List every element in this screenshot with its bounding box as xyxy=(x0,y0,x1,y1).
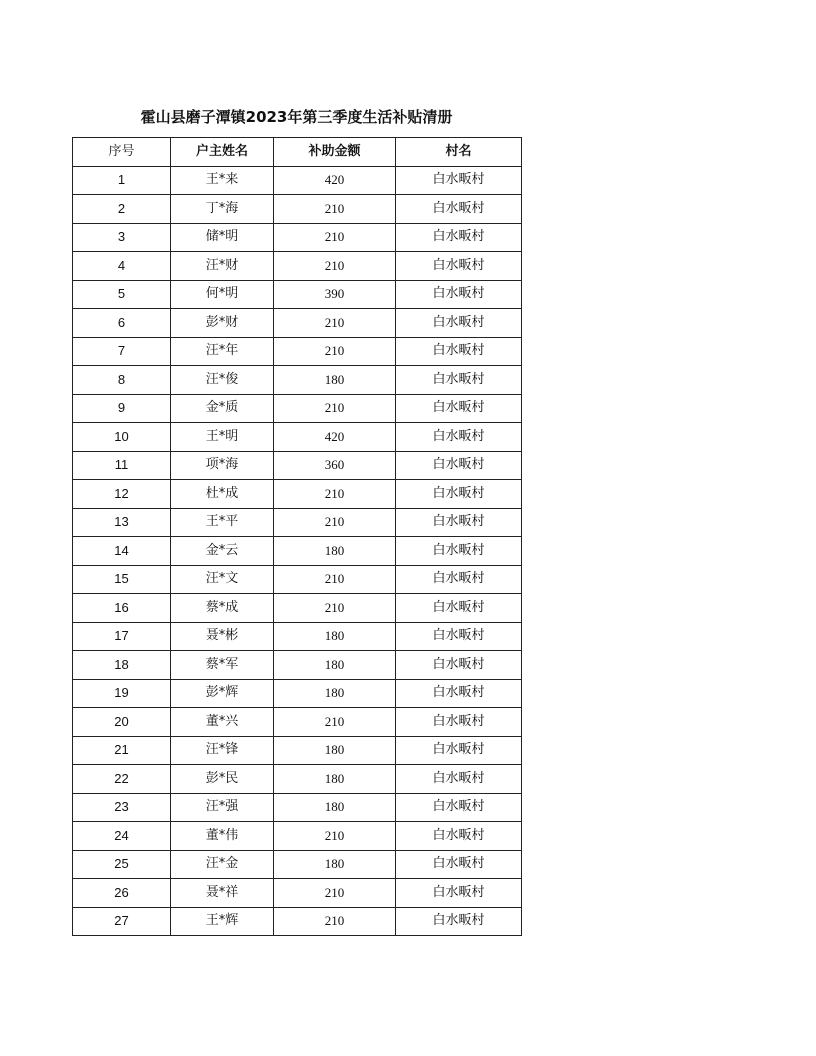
cell-subsidy-amount: 180 xyxy=(274,651,396,680)
table-row xyxy=(73,879,522,908)
cell-householder-name: 彭*民 xyxy=(171,765,274,794)
cell-serial-number: 16 xyxy=(73,594,171,623)
cell-village-name: 白水畈村 xyxy=(396,252,522,281)
cell-subsidy-amount: 210 xyxy=(274,223,396,252)
table-header-row xyxy=(73,138,522,167)
cell-subsidy-amount: 180 xyxy=(274,765,396,794)
table-row xyxy=(73,736,522,765)
cell-serial-number: 26 xyxy=(73,879,171,908)
cell-serial-number: 24 xyxy=(73,822,171,851)
cell-serial-number: 19 xyxy=(73,679,171,708)
table-body xyxy=(73,166,522,936)
cell-serial-number: 15 xyxy=(73,565,171,594)
cell-householder-name: 汪*金 xyxy=(171,850,274,879)
cell-householder-name: 汪*财 xyxy=(171,252,274,281)
cell-village-name: 白水畈村 xyxy=(396,195,522,224)
cell-serial-number: 22 xyxy=(73,765,171,794)
cell-village-name: 白水畈村 xyxy=(396,765,522,794)
cell-householder-name: 彭*财 xyxy=(171,309,274,338)
cell-subsidy-amount: 420 xyxy=(274,423,396,452)
table-row xyxy=(73,394,522,423)
cell-village-name: 白水畈村 xyxy=(396,822,522,851)
cell-householder-name: 储*明 xyxy=(171,223,274,252)
table-row xyxy=(73,679,522,708)
cell-serial-number: 21 xyxy=(73,736,171,765)
cell-householder-name: 汪*强 xyxy=(171,793,274,822)
cell-village-name: 白水畈村 xyxy=(396,879,522,908)
cell-village-name: 白水畈村 xyxy=(396,736,522,765)
cell-subsidy-amount: 210 xyxy=(274,309,396,338)
cell-subsidy-amount: 180 xyxy=(274,850,396,879)
cell-householder-name: 杜*成 xyxy=(171,480,274,509)
table-row xyxy=(73,166,522,195)
cell-village-name: 白水畈村 xyxy=(396,394,522,423)
cell-serial-number: 25 xyxy=(73,850,171,879)
cell-subsidy-amount: 360 xyxy=(274,451,396,480)
cell-village-name: 白水畈村 xyxy=(396,708,522,737)
cell-subsidy-amount: 390 xyxy=(274,280,396,309)
header-householder-name: 户主姓名 xyxy=(171,138,274,167)
cell-village-name: 白水畈村 xyxy=(396,366,522,395)
cell-village-name: 白水畈村 xyxy=(396,508,522,537)
cell-serial-number: 17 xyxy=(73,622,171,651)
cell-subsidy-amount: 210 xyxy=(274,565,396,594)
cell-householder-name: 汪*俊 xyxy=(171,366,274,395)
cell-serial-number: 9 xyxy=(73,394,171,423)
table-row xyxy=(73,423,522,452)
table-row xyxy=(73,366,522,395)
cell-subsidy-amount: 180 xyxy=(274,793,396,822)
cell-subsidy-amount: 210 xyxy=(274,594,396,623)
cell-householder-name: 王*来 xyxy=(171,166,274,195)
cell-householder-name: 汪*锋 xyxy=(171,736,274,765)
cell-householder-name: 何*明 xyxy=(171,280,274,309)
cell-serial-number: 2 xyxy=(73,195,171,224)
table-row xyxy=(73,195,522,224)
cell-householder-name: 蔡*军 xyxy=(171,651,274,680)
cell-village-name: 白水畈村 xyxy=(396,565,522,594)
cell-serial-number: 3 xyxy=(73,223,171,252)
cell-householder-name: 汪*年 xyxy=(171,337,274,366)
cell-subsidy-amount: 210 xyxy=(274,394,396,423)
table-row xyxy=(73,252,522,281)
cell-subsidy-amount: 420 xyxy=(274,166,396,195)
cell-serial-number: 20 xyxy=(73,708,171,737)
table-row xyxy=(73,793,522,822)
cell-village-name: 白水畈村 xyxy=(396,223,522,252)
cell-serial-number: 12 xyxy=(73,480,171,509)
cell-householder-name: 金*云 xyxy=(171,537,274,566)
table-row xyxy=(73,651,522,680)
cell-householder-name: 聂*祥 xyxy=(171,879,274,908)
cell-subsidy-amount: 210 xyxy=(274,337,396,366)
cell-householder-name: 汪*文 xyxy=(171,565,274,594)
cell-householder-name: 蔡*成 xyxy=(171,594,274,623)
cell-village-name: 白水畈村 xyxy=(396,594,522,623)
table-row xyxy=(73,223,522,252)
cell-village-name: 白水畈村 xyxy=(396,337,522,366)
table-row xyxy=(73,508,522,537)
cell-householder-name: 王*辉 xyxy=(171,907,274,936)
cell-village-name: 白水畈村 xyxy=(396,166,522,195)
subsidy-table xyxy=(72,137,522,936)
cell-subsidy-amount: 210 xyxy=(274,480,396,509)
cell-householder-name: 项*海 xyxy=(171,451,274,480)
cell-householder-name: 聂*彬 xyxy=(171,622,274,651)
cell-subsidy-amount: 180 xyxy=(274,366,396,395)
cell-serial-number: 4 xyxy=(73,252,171,281)
table-row xyxy=(73,480,522,509)
cell-subsidy-amount: 180 xyxy=(274,736,396,765)
cell-serial-number: 11 xyxy=(73,451,171,480)
cell-serial-number: 8 xyxy=(73,366,171,395)
table-row xyxy=(73,850,522,879)
cell-village-name: 白水畈村 xyxy=(396,451,522,480)
cell-village-name: 白水畈村 xyxy=(396,679,522,708)
cell-householder-name: 董*伟 xyxy=(171,822,274,851)
cell-subsidy-amount: 180 xyxy=(274,679,396,708)
cell-subsidy-amount: 210 xyxy=(274,252,396,281)
cell-village-name: 白水畈村 xyxy=(396,480,522,509)
header-serial-number: 序号 xyxy=(73,138,171,167)
table-row xyxy=(73,280,522,309)
cell-serial-number: 18 xyxy=(73,651,171,680)
cell-subsidy-amount: 180 xyxy=(274,622,396,651)
table-row xyxy=(73,822,522,851)
cell-subsidy-amount: 210 xyxy=(274,822,396,851)
table-row xyxy=(73,337,522,366)
table-row xyxy=(73,708,522,737)
table-row xyxy=(73,309,522,338)
cell-village-name: 白水畈村 xyxy=(396,622,522,651)
cell-subsidy-amount: 210 xyxy=(274,195,396,224)
cell-serial-number: 27 xyxy=(73,907,171,936)
cell-householder-name: 董*兴 xyxy=(171,708,274,737)
cell-householder-name: 王*明 xyxy=(171,423,274,452)
cell-village-name: 白水畈村 xyxy=(396,907,522,936)
cell-serial-number: 23 xyxy=(73,793,171,822)
cell-householder-name: 彭*辉 xyxy=(171,679,274,708)
table-row xyxy=(73,537,522,566)
cell-subsidy-amount: 210 xyxy=(274,708,396,737)
cell-village-name: 白水畈村 xyxy=(396,537,522,566)
cell-householder-name: 丁*海 xyxy=(171,195,274,224)
document-title: 霍山县磨子潭镇2023年第三季度生活补贴清册 xyxy=(140,108,453,126)
cell-village-name: 白水畈村 xyxy=(396,309,522,338)
cell-village-name: 白水畈村 xyxy=(396,651,522,680)
header-village-name: 村名 xyxy=(396,138,522,167)
cell-village-name: 白水畈村 xyxy=(396,793,522,822)
table-row xyxy=(73,565,522,594)
cell-subsidy-amount: 180 xyxy=(274,537,396,566)
table-row xyxy=(73,451,522,480)
cell-serial-number: 14 xyxy=(73,537,171,566)
table-row xyxy=(73,765,522,794)
cell-subsidy-amount: 210 xyxy=(274,508,396,537)
cell-village-name: 白水畈村 xyxy=(396,850,522,879)
cell-serial-number: 13 xyxy=(73,508,171,537)
cell-subsidy-amount: 210 xyxy=(274,907,396,936)
cell-householder-name: 金*质 xyxy=(171,394,274,423)
cell-village-name: 白水畈村 xyxy=(396,280,522,309)
table-row xyxy=(73,594,522,623)
cell-householder-name: 王*平 xyxy=(171,508,274,537)
cell-serial-number: 10 xyxy=(73,423,171,452)
cell-village-name: 白水畈村 xyxy=(396,423,522,452)
header-subsidy-amount: 补助金额 xyxy=(274,138,396,167)
table-row xyxy=(73,622,522,651)
cell-subsidy-amount: 210 xyxy=(274,879,396,908)
cell-serial-number: 1 xyxy=(73,166,171,195)
cell-serial-number: 6 xyxy=(73,309,171,338)
cell-serial-number: 5 xyxy=(73,280,171,309)
table-row xyxy=(73,907,522,936)
cell-serial-number: 7 xyxy=(73,337,171,366)
